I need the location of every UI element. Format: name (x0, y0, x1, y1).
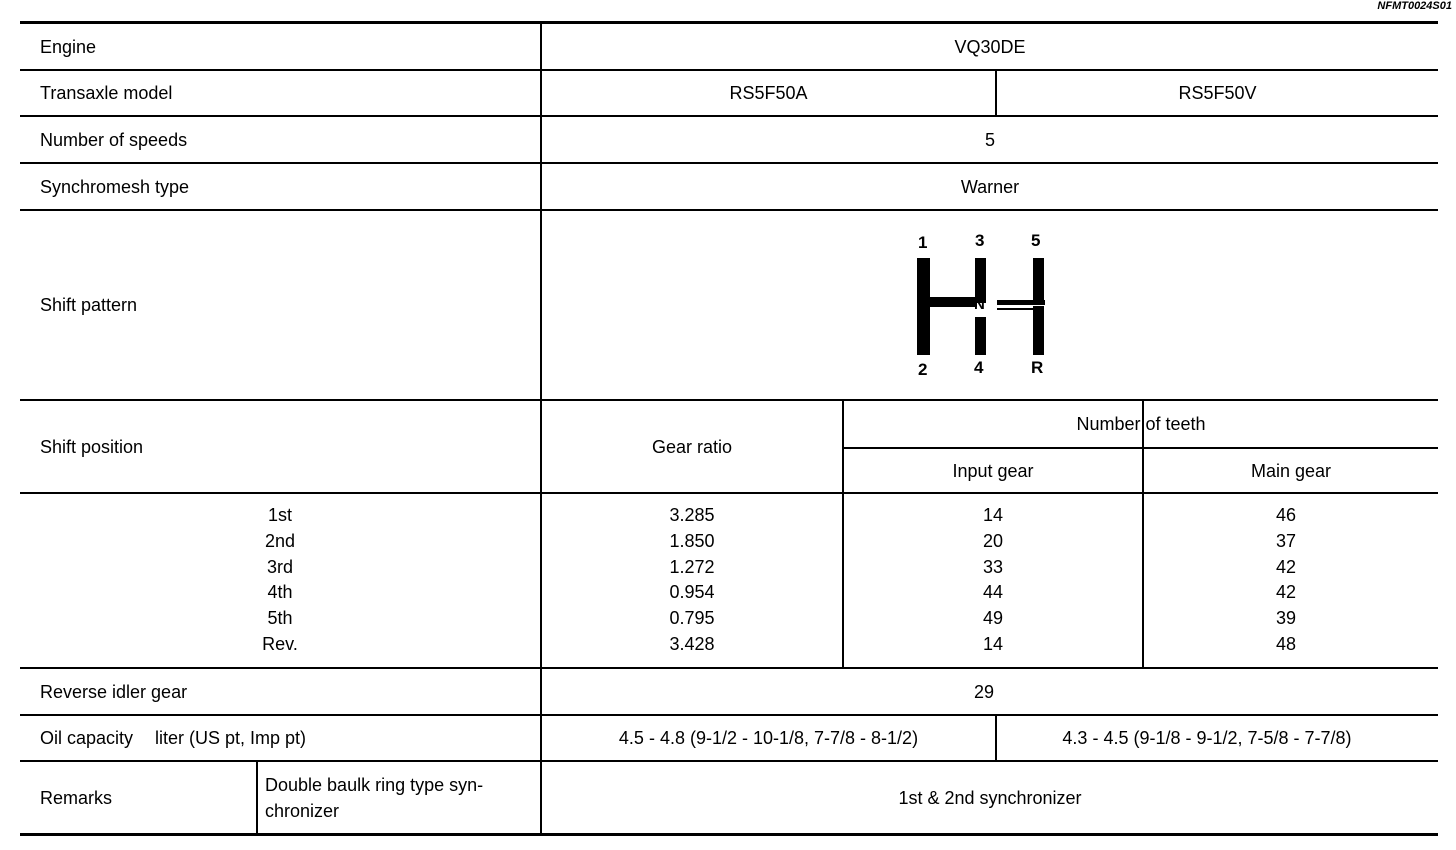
main-gear-column (1144, 503, 1428, 658)
shift-position-header: Shift position (40, 436, 144, 457)
main-teeth: 42 (1275, 582, 1297, 603)
oil-label: Oil capacity (40, 728, 134, 748)
gear-1-label: 1 (918, 233, 928, 252)
main-teeth: 48 (1275, 633, 1297, 654)
gear-5-label: 5 (1031, 231, 1041, 250)
ratio: 3.285 (669, 505, 715, 525)
teeth-header: Number of teeth (1076, 414, 1206, 434)
input-teeth: 49 (982, 608, 1004, 629)
main-teeth: 37 (1275, 530, 1297, 551)
remarks-label: Remarks (40, 787, 113, 808)
gear-2-label: 2 (918, 360, 928, 379)
transaxle-value-a: RS5F50A (729, 83, 808, 103)
transaxle-value-v: RS5F50V (1178, 83, 1257, 103)
speeds-label: Number of speeds (40, 129, 188, 150)
shift-positions-column (20, 503, 540, 658)
remarks-sub: Double baulk ring type syn-chronizer (265, 774, 484, 821)
document-code: NFMT0024S01 (1377, 0, 1452, 12)
engine-label: Engine (40, 36, 97, 57)
synchromesh-label: Synchromesh type (40, 176, 190, 197)
main-teeth: 42 (1275, 556, 1297, 577)
idler-label: Reverse idler gear (40, 681, 188, 702)
position: 5th (267, 608, 293, 629)
ratio: 3.428 (669, 633, 715, 654)
ratio: 0.954 (669, 582, 715, 603)
input-gear-column (844, 503, 1142, 658)
remarks-value: 1st & 2nd synchronizer (898, 787, 1082, 808)
ratio: 1.850 (669, 530, 715, 551)
engine-value: VQ30DE (954, 36, 1026, 57)
oil-value-v: 4.3 - 4.5 (9-1/8 - 9-1/2, 7-5/8 - 7-7/8) (1062, 728, 1352, 748)
position: 2nd (264, 530, 296, 551)
synchromesh-value: Warner (960, 176, 1020, 197)
ratio: 1.272 (669, 556, 715, 577)
main-gear-header: Main gear (1250, 460, 1332, 481)
input-teeth: 44 (982, 582, 1004, 603)
oil-unit: liter (US pt, Imp pt) (155, 728, 307, 748)
gear-ratio-column (542, 503, 842, 658)
gear-3-label: 3 (975, 231, 985, 250)
transaxle-label: Transaxle model (40, 83, 173, 103)
gear-r-label: R (1031, 358, 1044, 377)
oil-value-a: 4.5 - 4.8 (9-1/2 - 10-1/8, 7-7/8 - 8-1/2) (618, 728, 919, 748)
shift-pattern-diagram (900, 228, 1070, 383)
position: 1st (267, 505, 292, 525)
ratio: 0.795 (669, 608, 715, 629)
gear-ratio-header: Gear ratio (651, 436, 733, 457)
speeds-value: 5 (984, 129, 995, 150)
idler-value: 29 (973, 681, 995, 702)
position: 4th (267, 582, 293, 603)
neutral-label: N (974, 296, 985, 313)
main-teeth: 39 (1275, 608, 1297, 629)
input-gear-header: Input gear (952, 460, 1034, 481)
shift-pattern-label: Shift pattern (40, 295, 138, 315)
input-teeth: 14 (982, 633, 1004, 654)
main-teeth: 46 (1275, 505, 1297, 525)
input-teeth: 20 (982, 530, 1004, 551)
input-teeth: 14 (982, 505, 1004, 525)
position: 3rd (266, 556, 293, 577)
position: Rev. (262, 633, 298, 654)
input-teeth: 33 (982, 556, 1004, 577)
gear-4-label: 4 (974, 358, 984, 377)
